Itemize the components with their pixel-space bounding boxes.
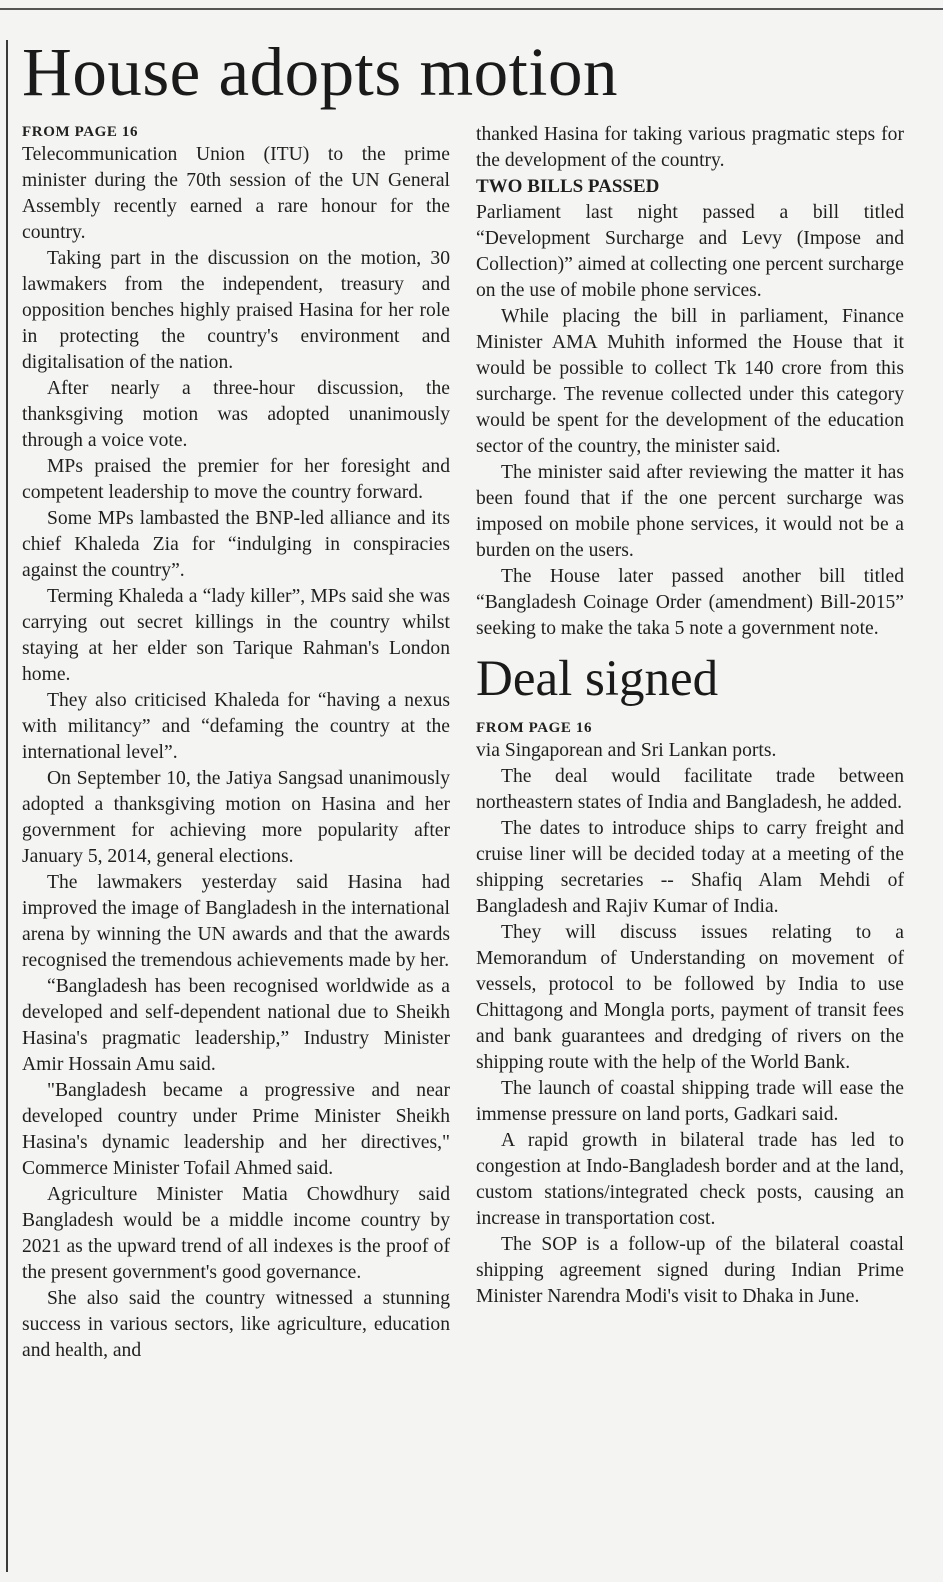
paragraph: The launch of coastal shipping trade will ease the immense pressure on land ports, Gadkari said. bbox=[476, 1078, 904, 1125]
paragraph: via Singaporean and Sri Lankan ports. bbox=[476, 740, 777, 761]
paragraph: The SOP is a follow-up of the bilateral coastal shipping agreement signed during Indian Prime Minister Narendra Modi's visit to Dhaka in June. bbox=[476, 1234, 904, 1307]
article-right-column bbox=[476, 122, 904, 1310]
paragraph: thanked Hasina for taking various pragmatic steps for the development of the country. bbox=[476, 124, 904, 171]
paragraph: They also criticised Khaleda for “having a nexus with militancy” and “defaming the country at the international level”. bbox=[22, 690, 450, 763]
paragraph: "Bangladesh became a progressive and near developed country under Prime Minister Sheikh Hasina's dynamic leadership and her directives," Commerce Minister Tofail Ahmed said. bbox=[22, 1080, 450, 1179]
paragraph: MPs praised the premier for her foresight and competent leadership to move the country forward. bbox=[22, 456, 450, 503]
paragraph: Agriculture Minister Matia Chowdhury said Bangladesh would be a middle income country by 2021 as the upward trend of all indexes is the proof of the present government's good governance. bbox=[22, 1184, 450, 1283]
paragraph: Terming Khaleda a “lady killer”, MPs said she was carrying out secret killings in the country whilst staying at her elder son Tarique Rahman's London home. bbox=[22, 586, 450, 685]
paragraph: The House later passed another bill titled “Bangladesh Coinage Order (amendment) Bill-2015” seeking to make the taka 5 note a government note. bbox=[476, 566, 904, 639]
paragraph: They will discuss issues relating to a Memorandum of Understanding on movement of vessels, protocol to be followed by India to use Chittagong and Mongla ports, payment of transit fees and bank guarantees and dredging of rivers on the shipping route with the help of the World Bank. bbox=[476, 922, 904, 1073]
paragraph: The lawmakers yesterday said Hasina had improved the image of Bangladesh in the international arena by winning the UN awards and that the awards recognised the tremendous achievements made by her. bbox=[22, 872, 450, 971]
article-left-column bbox=[22, 122, 450, 1364]
paragraph: On September 10, the Jatiya Sangsad unanimously adopted a thanksgiving motion on Hasina and her government for achieving more popularity after January 5, 2014, general elections. bbox=[22, 768, 450, 867]
paragraph: Parliament last night passed a bill titled “Development Surcharge and Levy (Impose and Collection)” aimed at collecting one percent surcharge on the use of mobile phone services. bbox=[476, 202, 904, 301]
top-rule bbox=[0, 8, 943, 10]
paragraph: The deal would facilitate trade between northeastern states of India and Bangladesh, he added. bbox=[476, 766, 904, 813]
paragraph: A rapid growth in bilateral trade has led to congestion at Indo-Bangladesh border and at the land, custom stations/integrated check posts, causing an increase in transportation cost. bbox=[476, 1130, 904, 1229]
paragraph: Taking part in the discussion on the motion, 30 lawmakers from the independent, treasury and opposition benches highly praised Hasina for her role in protecting the country's environment and digitalisation of the nation. bbox=[22, 248, 450, 373]
paragraph: Some MPs lambasted the BNP-led alliance and its chief Khaleda Zia for “indulging in conspiracies against the country”. bbox=[22, 508, 450, 581]
paragraph: The minister said after reviewing the matter it has been found that if the one percent surcharge was imposed on mobile phone services, it would not be a burden on the users. bbox=[476, 462, 904, 561]
paragraph: After nearly a three-hour discussion, the thanksgiving motion was adopted unanimously through a voice vote. bbox=[22, 378, 450, 451]
headline-house-adopts-motion: House adopts motion bbox=[22, 34, 618, 110]
subhead-two-bills-passed: TWO BILLS PASSED bbox=[476, 176, 660, 197]
column-rule bbox=[6, 40, 8, 1572]
paragraph: While placing the bill in parliament, Finance Minister AMA Muhith informed the House that it would be possible to collect Tk 140 crore from this surcharge. The revenue collected under this category would be spent for the development of the education sector of the country, the minister said. bbox=[476, 306, 904, 457]
paragraph: Telecommunication Union (ITU) to the prime minister during the 70th session of the UN General Assembly recently earned a rare honour for the country. bbox=[22, 144, 450, 243]
paragraph: She also said the country witnessed a stunning success in various sectors, like agriculture, education and health, and bbox=[22, 1288, 450, 1361]
headline-deal-signed: Deal signed bbox=[476, 651, 719, 707]
from-page-label: FROM PAGE 16 bbox=[476, 720, 593, 736]
paragraph: The dates to introduce ships to carry freight and cruise liner will be decided today at a meeting of the shipping secretaries -- Shafiq Alam Mehdi of Bangladesh and Rajiv Kumar of India. bbox=[476, 818, 904, 917]
from-page-label: FROM PAGE 16 bbox=[22, 124, 139, 140]
paragraph: “Bangladesh has been recognised worldwide as a developed and self-dependent national due to Sheikh Hasina's pragmatic leadership,” Industry Minister Amir Hossain Amu said. bbox=[22, 976, 450, 1075]
